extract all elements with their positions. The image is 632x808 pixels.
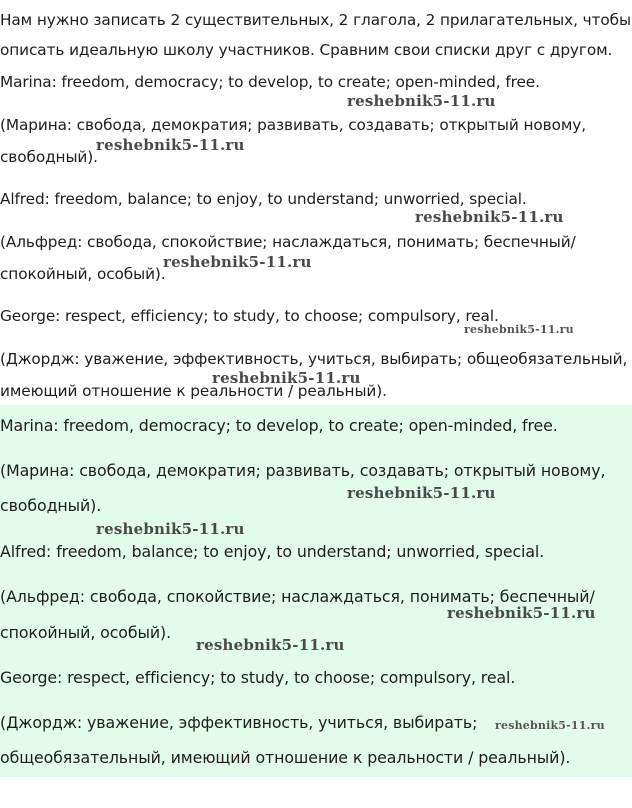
green-marina-russian-line-1: (Марина: свобода, демократия; развивать, создавать; открытый новому, [0,461,606,480]
watermark-text: reshebnik5-11.ru [163,253,312,271]
green-alfred-russian-line-1: (Альфред: свобода, спокойствие; наслаждаться, понимать; беспечный/ [0,587,595,606]
marina-english-line: Marina: freedom, democracy; to develop, to create; open-minded, free. [0,73,540,91]
george-russian-line-1: (Джордж: уважение, эффективность, учиться, выбирать; общеобязательный, [0,350,628,368]
intro-line-2: описать идеальную школу участников. Сравним свои списки друг с другом. [0,41,613,59]
george-russian-line-2: имеющий отношение к реальности / реальный). [0,382,387,400]
green-marina-russian-line-2: свободный). [0,496,102,515]
green-george-russian-line-2: общеобязательный, имеющий отношение к реальности / реальный). [0,748,571,767]
watermark-text: reshebnik5-11.ru [96,136,245,154]
alfred-russian-line-1: (Альфред: свобода, спокойствие; наслаждаться, понимать; беспечный/ [0,233,576,251]
watermark-text: reshebnik5-11.ru [96,520,245,538]
watermark-text: reshebnik5-11.ru [415,208,564,226]
green-george-russian-line-1: (Джордж: уважение, эффективность, учиться, выбирать; [0,713,478,732]
green-marina-english-line: Marina: freedom, democracy; to develop, to create; open-minded, free. [0,416,558,435]
watermark-text: reshebnik5-11.ru [347,484,496,502]
intro-line-1: Нам нужно записать 2 существительных, 2 глагола, 2 прилагательных, чтобы [0,11,631,29]
green-george-english-line: George: respect, efficiency; to study, to choose; compulsory, real. [0,668,516,687]
green-alfred-russian-line-2: спокойный, особый). [0,623,172,642]
watermark-text: reshebnik5-11.ru [464,323,574,336]
george-english-line: George: respect, efficiency; to study, to choose; compulsory, real. [0,307,499,325]
watermark-text: reshebnik5-11.ru [495,719,605,732]
marina-russian-line-2: свободный). [0,148,98,166]
marina-russian-line-1: (Марина: свобода, демократия; развивать, создавать; открытый новому, [0,116,586,134]
alfred-russian-line-2: спокойный, особый). [0,265,166,283]
watermark-text: reshebnik5-11.ru [196,636,345,654]
watermark-text: reshebnik5-11.ru [347,92,496,110]
watermark-text: reshebnik5-11.ru [212,369,361,387]
green-alfred-english-line: Alfred: freedom, balance; to enjoy, to understand; unworried, special. [0,542,545,561]
watermark-text: reshebnik5-11.ru [447,604,596,622]
alfred-english-line: Alfred: freedom, balance; to enjoy, to understand; unworried, special. [0,190,527,208]
